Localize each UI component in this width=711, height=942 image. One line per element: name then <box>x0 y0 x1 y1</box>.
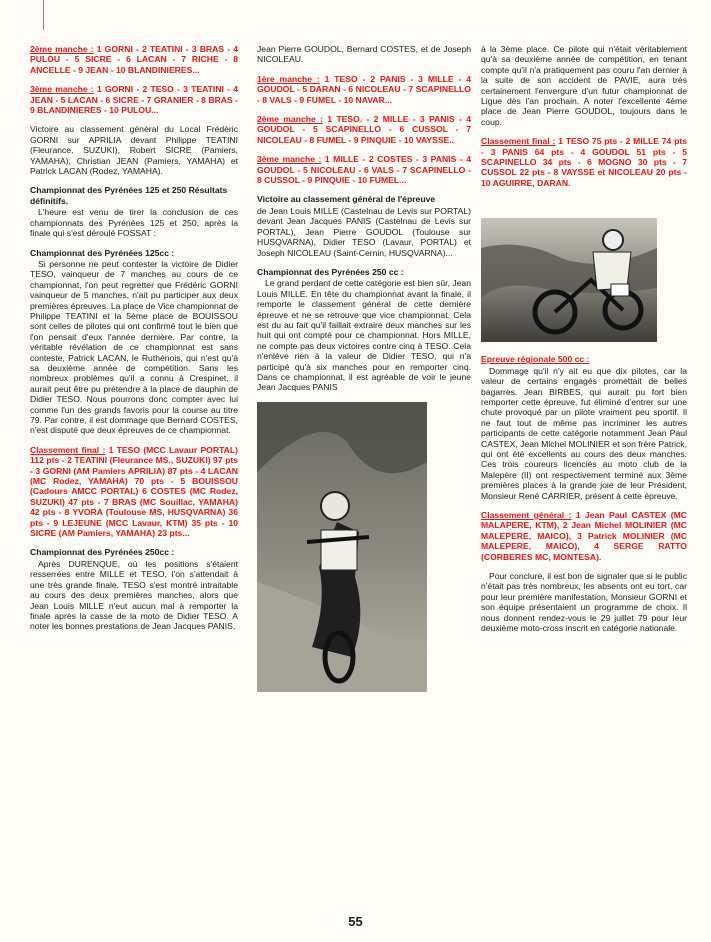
results-heading: Classement général : <box>481 509 572 520</box>
page-number: 55 <box>348 914 363 929</box>
column-2 <box>257 44 471 704</box>
results-heading: 2ème manche : <box>30 44 94 54</box>
results-heading: Classement final : <box>30 444 106 455</box>
paragraph-victoire-250: de Jean Louis MILLE (Castelnau de Levis sur PORTAL) devant Jean Jacques PANIS (Castelnau de Levis sur PORTAL), Jean Pierre GOUDOL (Toulouse sur HUSQVARNA), Didier TESO (Lavaur, PORTAL) et Joseph NICOLEAU (Saint-Cernin, HUSQVARNA)... <box>257 205 471 258</box>
paragraph-125cc: Si personne ne peut contester la victoire de Didier TESO, vainqueur de 7 manches au cours de ce championnat, l'on peut regretter que Frédéric GORNI vainqueur de 5 manches, n'ait pu participer aux deux premières épreuves. La place de Vice championnat de Philippe TEATINI et la 5ème place de BOUISSOU sont celles de pilotes qui ont confirmé tout le bien que l'on pensait d'eux l'année dernière. Par contre, la véritable révélation de ce championnat est sans conteste, Patrick LACAN, le Ruthénois, qui n'est qu'à sa deuxième année de compétition. Sans les nombreux problèmes qu'il a connu à Crespinet, il aurait peut être pu prétendre à la place de dauphin de Didier TESO. Nous pourrons donc compter avec lui comme l'un des grands favoris pour la course au titre 79. Par contre, il est dommage que Bernard COSTES, n'est disputé que deux épreuves de ce championnat. <box>30 258 238 436</box>
photo-motocross-rider-1 <box>257 402 471 692</box>
motocross-photo-image <box>257 402 427 692</box>
results-heading: 3ème manche : <box>30 84 94 95</box>
results-text: 1 TESO (MCC Lavaur PORTAL) 112 pts - 2 TEATINI (Fleurance MS., SUZUKI) 97 pts - 3 GORNI (AM Pamiers APRILIA) 87 pts - 4 LACAN (MC Rodez, YAMAHA) 70 pts - 5 BOUISSOU (Cadours AMCC PORTAL) 6 COSTES (MC Rodez, SUZUKI) 47 pts - 7 BRAS (MC Souillac, YAMAHA) 42 pts - 8 YVORA (Toulouse MS, HUSQVARNA) 36 pts - 9 LEJEUNE (MCC Lavaur, KTM) 35 pts - 10 SICRE (AM Pamiers, YAMAHA) 23 pts... <box>30 444 239 539</box>
column-1 <box>30 44 238 641</box>
results-heading: 3ème manche : <box>257 154 322 165</box>
paragraph-250cc: Après DURENQUE, où les positions s'étaient resserrées entre MILLE et TESO, l'on s'attendait à une très grande finale. TESO s'est montré intraitable au cours des deux premières manches, alors que Jean Louis MILLE n'eut aucun mal à remporter la finale après la casse de la moto de Didier TESO. A noter les bonnes prestations de Jean Jacques PANIS, <box>30 558 238 632</box>
heading-victoire-epreuve: Victoire au classement général de l'épreuve <box>257 194 436 205</box>
paragraph-conclusion: L'heure est venu de tirer la conclusion de ces championnats des Pyrénées 125 et 250, après la finale qui s'est déroulé FOSSAT : <box>30 207 238 239</box>
results-250-manche1 <box>257 74 471 105</box>
paragraph-top: à la 3ème place. Ce pilote qui n'était véritablement qu'à sa deuxième année de compétition, en tenant compte qu'il n'a pratiquement pas couru l'an dernier à la suite de son accident de PAVIE, aura très certainement l'envergure d'un futur championnat de Ligue dès l'an prochain. A noter l'excellente 4ème place de Jean Pierre GOUDOL, toujours dans le coup. <box>481 44 687 127</box>
results-125-manche3 <box>30 84 238 115</box>
results-text: 1 MILLE - 2 COSTES - 3 PANIS - 4 GOUDOL - 5 NICOLEAU - 6 VALS - 7 SCAPINELLO - 8 CUSSOL - 9 PINQUIE - 10 FUMEL... <box>257 154 471 186</box>
results-text: 1 TESO. - 2 MILLE - 3 PANIS - 4 GOUDOL - 5 SCAPINELLO - 6 CUSSOL - 7 NICOLEAU - 8 FUMEL - 9 PINQUIE - 10 VAYSSE.. <box>257 114 471 145</box>
heading-125cc: Championnat des Pyrénées 125cc : <box>30 247 175 258</box>
classement-final-250 <box>481 136 687 188</box>
results-text: 1 TESO 75 pts - 2 MILLE 74 pts - 3 PANIS 64 pts - 4 GOUDOL 51 pts - 5 SCAPINELLO 34 pts - 6 MOGNO 30 pts - 7 CUSSOL 22 pts - 8 VAYSSE et NICOLEAU 20 pts - 10 AGUIRRE, DARAN. <box>481 136 687 188</box>
results-text: 1 GORNI - 2 TEATINI - 3 BRAS - 4 PULOU - 5 SICRE - 6 LACAN - 7 RICHE - 8 ANCELLE - 9 JEAN - 10 BLANDINIERES... <box>30 44 238 75</box>
results-250-manche3 <box>257 154 471 185</box>
results-text: 1 TESO - 2 PANIS - 3 MILLE - 4 GOUDOL - 5 DARAN - 6 NICOLEAU - 7 SCAPINELLO - 8 VALS - 9 FUMEL - 10 NAVAR... <box>257 73 471 105</box>
classement-general-500 <box>481 510 687 562</box>
photo-motocross-rider-2 <box>481 218 687 342</box>
results-heading: 2ème manche : <box>257 114 323 125</box>
classement-final-125 <box>30 445 238 539</box>
heading-250cc: Championnat des Pyrénées 250cc : <box>30 547 175 558</box>
heading-250cc-championnat: Championnat des Pyrénées 250 cc : <box>257 266 404 277</box>
column-3 <box>481 44 687 642</box>
motocross-photo-image <box>481 218 657 342</box>
paragraph-250cc-championnat: Le grand perdant de cette catégorie est bien sûr, Jean Louis MILLE. En tête du championnat avant la finale, il remporte le classement général de cette dernière épreuve et ne se retrouve que vice championnat. Cela est du au fait qu'il faillait extraire deux manches sur les huit qui ont compté pour ce championnat. Hors MILLE, ne compte pas deux victoires contre cinq à TESO. Cela n'enlève rien à la valeur de Didier TESO, qui n'a participé qu'à six manches pour en remporter cinq. Dans ce championnat, il est agréable de voir le jeune Jean Jacques PANIS <box>257 278 471 393</box>
results-text: 1 GORNI - 2 TESO - 3 TEATINI - 4 JEAN - 5 LACAN - 6 SICRE - 7 GRANIER - 8 BRAS - 9 BLANDINIERES - 10 PULOU... <box>30 84 238 116</box>
paragraph-top: Jean Pierre GOUDOL, Bernard COSTES, et de Joseph NICOLEAU. <box>257 44 471 65</box>
results-250-manche2 <box>257 114 471 145</box>
heading-500cc: Epreuve régionale 500 cc : <box>481 354 590 365</box>
results-125-manche2 <box>30 44 238 75</box>
page-edge-line <box>43 0 44 30</box>
paragraph-victoire-125: Victoire au classement général du Local Frédéric GORNI sur APRILIA devant Philippe TEATINI (Fleurance, SUZUKI), Robert SICRE (Pamiers, YAMAHA), Christian JEAN (Pamiers, YAMAHA) et Patrick LACAN (Rodez, YAMAHA). <box>30 124 238 177</box>
paragraph-500cc: Dommage qu'il n'y ait eu que dix pilotes, car la valeur de certains engagés promettait de belles bagarres. Jean BIRBES, qui aurait pu fort bien remporter cette épreuve, fut éliminé d'entrer sur une chute provoqué par un pilote vraiment peu sportif. Il ne faut tout de même pas incriminer les autres participants de cette catégorie notamment Jean Paul CASTEX, Jean Michel MOLINIER et son frère Patrick, qui ont été excellents au cours des deux manches. Ces trois coureurs licenciés au moto club de la Malepère (II) ont respectivement terminé aux 3ème premières places à la grande joie de leur Président, Monsieur René CARRIER, présent à cette épreuve. <box>481 365 687 501</box>
results-text: 1 Jean Paul CASTEX (MC MALAPERE, KTM), 2 Jean Michel MOLINIER (MC MALEPERE, MAICO), 3 Patrick MOLINIER (MC MALEPERE, MAICO), 4 SERGE RATTO (CORBERES MC, MONTESA). <box>481 509 687 562</box>
results-heading: 1ère manche : <box>257 73 320 84</box>
paragraph-conclusion-final: Pour conclure, il est bon de signaler que si le public n'était pas très nombreux, les absents ont eu tort, car pour leur première manifestation, Monsieur GORNI et son équipe présentaient un programme de choix. Il nous donnent rendez-vous le 29 juillet 79 pour leur deuxième moto-cross inscrit en catégorie nationale. <box>481 571 687 634</box>
heading-125-250: Championnat des Pyrénées 125 et 250 Résultats définitifs. <box>30 185 228 206</box>
results-heading: Classement final : <box>481 136 556 147</box>
